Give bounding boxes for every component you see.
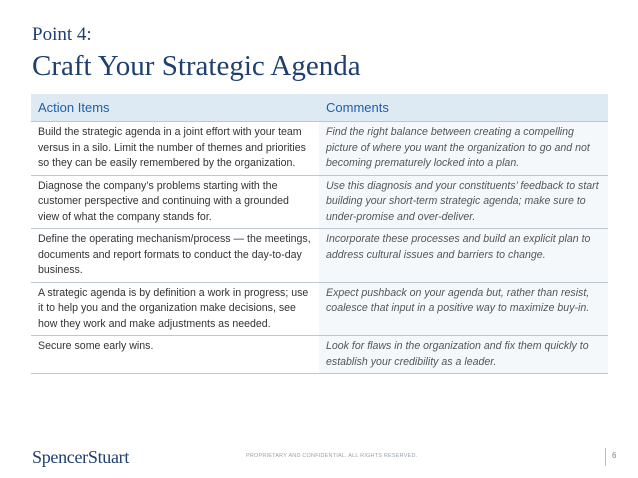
slide-title: Craft Your Strategic Agenda <box>32 50 361 82</box>
action-cell: Define the operating mechanism/process — the meetings, documents and report formats to conduct the day-to-day business. <box>38 233 311 276</box>
table-row <box>31 176 608 230</box>
action-cell: Secure some early wins. <box>38 340 154 352</box>
header-cell-comments <box>319 99 608 117</box>
slide-subtitle: Point 4: <box>32 24 92 45</box>
table-row <box>31 229 608 283</box>
confidential-notice: PROPRIETARY AND CONFIDENTIAL. ALL RIGHTS RESERVED. <box>246 453 418 459</box>
header-cell-action <box>31 99 319 117</box>
action-cell: A strategic agenda is by definition a work in progress; use it to help you and the organization make decisions, see how they work and make adjustments as needed. <box>38 286 309 330</box>
table-row <box>31 283 608 337</box>
header-action-items: Action Items <box>38 99 110 115</box>
table-row <box>31 121 608 176</box>
action-cell: Diagnose the company’s problems starting with the customer perspective and continuing with a grounded view of what the company stands for. <box>38 179 289 223</box>
footer-divider <box>605 448 606 466</box>
table-row <box>31 336 608 374</box>
comment-cell: Incorporate these processes and build an explicit plan to address cultural issues and barriers to change. <box>319 229 608 282</box>
page-number: 6 <box>612 451 617 460</box>
table-header <box>31 94 608 121</box>
comment-cell: Look for flaws in the organization and fix them quickly to establish your credibility as a leader. <box>319 336 608 373</box>
header-comments: Comments <box>326 99 389 115</box>
comment-cell: Use this diagnosis and your constituents’ feedback to start building your short-term strategic agenda; make sure to under-promise and over-deliver. <box>319 176 608 229</box>
spencer-stuart-logo: SpencerStuart <box>32 447 130 467</box>
action-table <box>31 94 608 374</box>
action-cell: Build the strategic agenda in a joint effort with your team versus in a silo. Limit the number of themes and priorities so they can be easily remembered by the organization. <box>38 126 306 169</box>
comment-cell: Find the right balance between creating a compelling picture of where you want the organization to go and not becoming prematurely locked into a plan. <box>319 122 608 175</box>
comment-cell: Expect pushback on your agenda but, rather than resist, coalesce that input in a positive way to maximize buy-in. <box>319 283 608 336</box>
